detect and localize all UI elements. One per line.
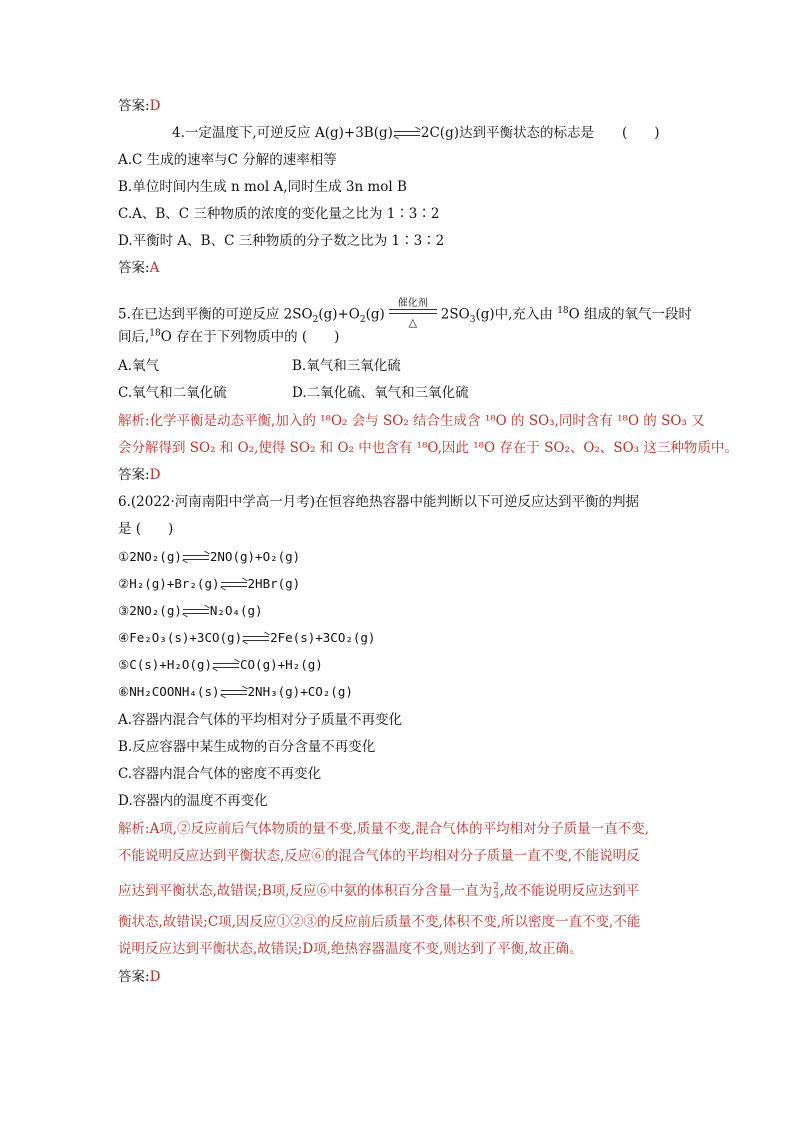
catalyst-arrow-icon: 催化剂 △ (389, 300, 437, 330)
q5-option-a: A.氧气 (118, 358, 160, 374)
q6-reaction-6: ⑥NH₂COONH₄(s) 2NH₃(g)+CO₂(g) (118, 684, 353, 699)
q6-reaction-5: ⑤C(s)+H₂O(g) CO(g)+H₂(g) (118, 657, 323, 672)
answer-q3: 答案:D (118, 98, 161, 114)
q4-option-c: C.A、B、C 三种物质的浓度的变化量之比为 1∶3∶2 (118, 206, 440, 222)
equilibrium-arrow-icon (221, 580, 247, 590)
q4-option-a: A.C 生成的速率与C 分解的速率相等 (118, 152, 337, 168)
equilibrium-arrow-icon (243, 634, 269, 644)
q4-option-b: B.单位时间内生成 n mol A,同时生成 3n mol B (118, 179, 407, 195)
q6-answer: 答案:D (118, 969, 161, 985)
equilibrium-arrow-icon (183, 607, 209, 617)
q6-analysis-line3: 应达到平衡状态,故错误;B项,反应⑥中氨的体积百分含量一直为 2 3 ,故不能说明反应达到平 (118, 881, 640, 901)
q6-analysis-line4: 衡状态,故错误;C项,因反应①②③的反应前后质量不变,体积不变,所以密度一直不变,不能 (118, 914, 641, 930)
q6-option-d: D.容器内的温度不再变化 (118, 793, 268, 809)
q5-option-d: D.二氧化硫、氧气和三氧化硫 (292, 385, 469, 401)
q5-answer: 答案:D (118, 467, 161, 483)
q6-analysis-line2: 不能说明反应达到平衡状态,反应⑥的混合气体的平均相对分子质量一直不变,不能说明反 (118, 848, 640, 864)
q5-analysis-line1: 解析:化学平衡是动态平衡,加入的 ¹⁸O₂ 会与 SO₂ 结合生成含 ¹⁸O 的 SO₃,同时含有 ¹⁸O 的 SO₃ 又 (118, 413, 705, 429)
q6-option-c: C.容器内混合气体的密度不再变化 (118, 766, 322, 782)
equilibrium-arrow-icon (213, 661, 239, 671)
q5-analysis-line2: 会分解得到 SO₂ 和 O₂,使得 SO₂ 和 O₂ 中也含有 ¹⁸O,因此 ¹⁸O 存在于 SO₂、O₂、SO₃ 这三种物质中。 (118, 440, 738, 456)
q6-reaction-1: ①2NO₂(g) 2NO(g)+O₂(g) (118, 549, 301, 564)
equilibrium-arrow-icon (221, 688, 247, 698)
q4-answer: 答案:A (118, 260, 160, 276)
fraction: 2 3 (493, 881, 499, 901)
q6-analysis-line1: 解析:A项,②反应前后气体物质的量不变,质量不变,混合气体的平均相对分子质量一直不变, (118, 821, 649, 837)
equilibrium-arrow-icon (183, 553, 209, 563)
equilibrium-arrow-icon (394, 129, 420, 139)
q6-reaction-2: ②H₂(g)+Br₂(g) 2HBr(g) (118, 576, 301, 591)
q5-stem-line2: 间后,$^{18}$O 存在于下列物质中的 ( ) (118, 328, 340, 345)
q5-stem: 5.在已达到平衡的可逆反应 $2SO_2(g)+O_2(g)$ 催化剂 △ $2SO_3(g)$中,充入由 $^{18}$O 组成的氧气一段时 (118, 298, 693, 329)
q5-option-b: B.氧气和三氧化硫 (292, 358, 401, 374)
q6-stem-line1: 6.(2022·河南南阳中学高一月考)在恒容绝热容器中能判断以下可逆反应达到平衡的判据 (118, 494, 640, 510)
q6-option-a: A.容器内混合气体的平均相对分子质量不再变化 (118, 712, 403, 728)
q6-option-b: B.反应容器中某生成物的百分含量不再变化 (118, 739, 376, 755)
q6-reaction-4: ④Fe₂O₃(s)+3CO(g) 2Fe(s)+3CO₂(g) (118, 630, 376, 645)
q6-analysis-line5: 说明反应达到平衡状态,故错误;D项,绝热容器温度不变,则达到了平衡,故正确。 (118, 941, 583, 957)
q6-reaction-3: ③2NO₂(g) N₂O₄(g) (118, 603, 263, 618)
q5-option-c: C.氧气和二氧化硫 (118, 385, 227, 401)
q6-stem-line2: 是 ( ) (118, 521, 174, 537)
q4-stem: 4.一定温度下,可逆反应 A(g)+3B(g) 2C(g)达到平衡状态的标志是 ( ) (172, 125, 660, 141)
q4-option-d: D.平衡时 A、B、C 三种物质的分子数之比为 1∶3∶2 (118, 233, 445, 249)
